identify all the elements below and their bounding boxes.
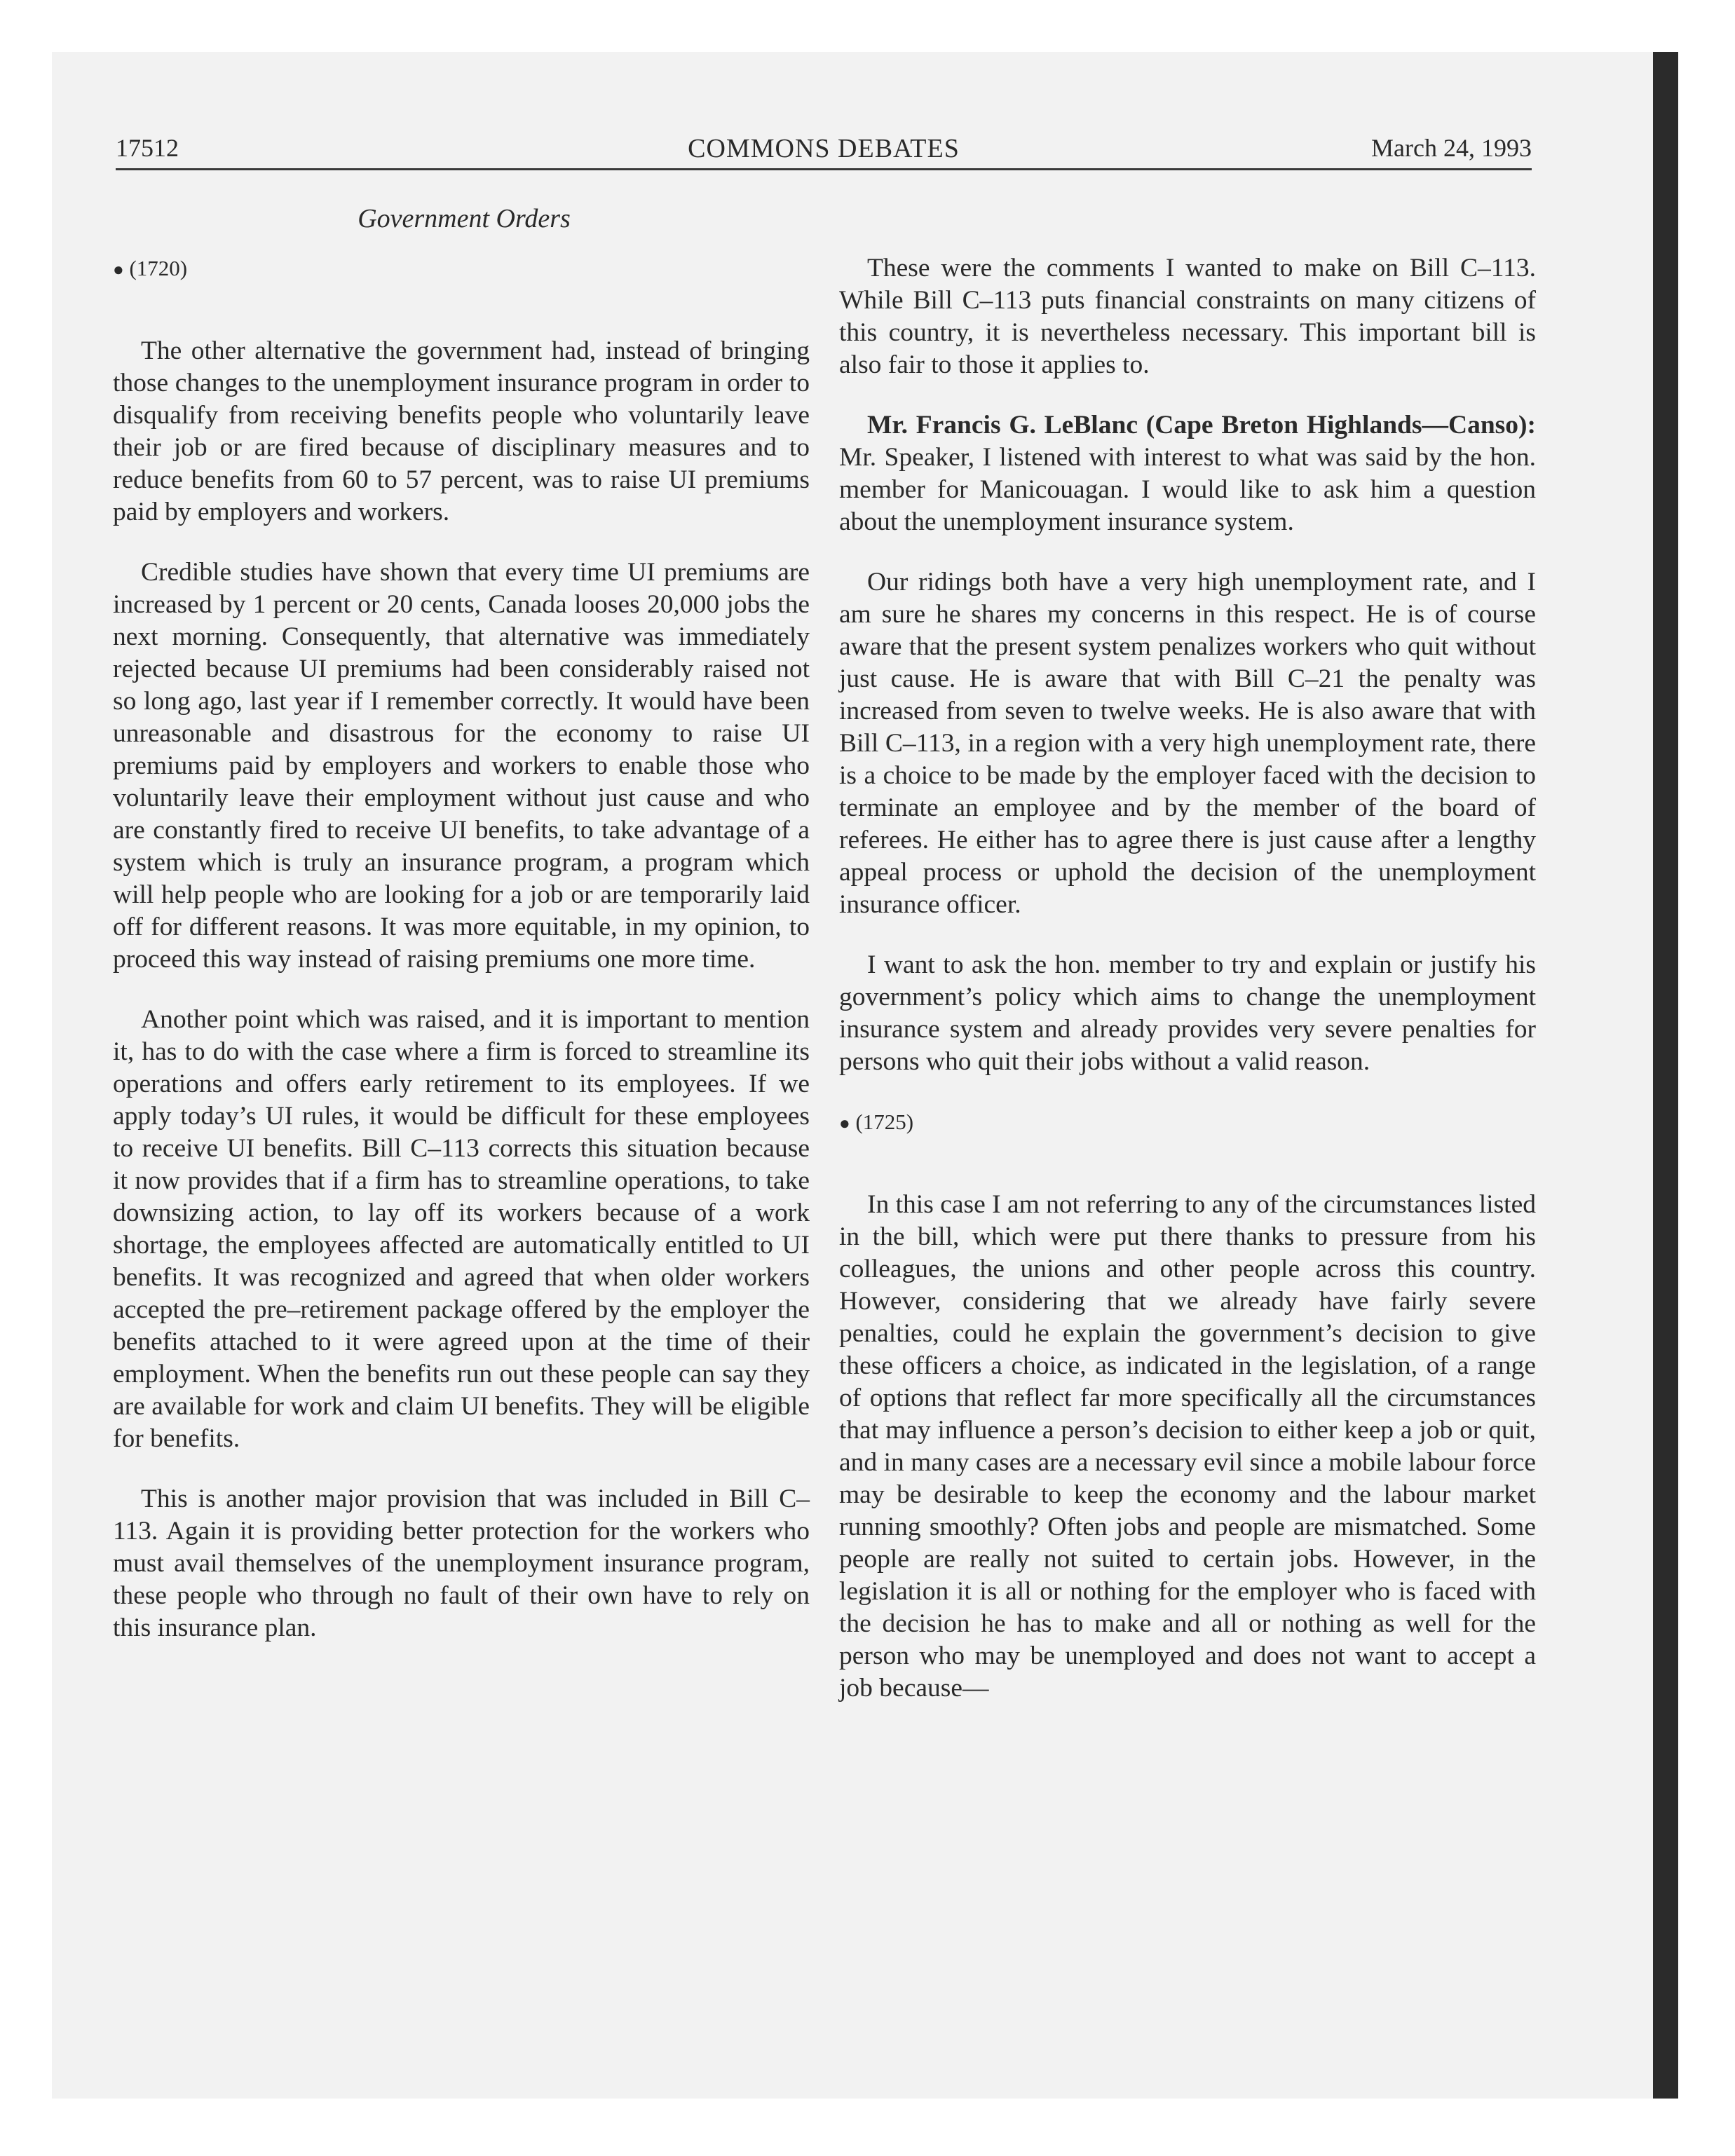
timestamp: (1725)	[855, 1110, 914, 1134]
paragraph: These were the comments I wanted to make on Bill C–113. While Bill C–113 puts financial constraints on many citizens of this country, it is nevertheless necessary. This important bill is also fair to those it applies to.	[839, 254, 1536, 379]
paragraph: I want to ask the hon. member to try and explain or justify his government’s policy which aims to change the unemployment insurance system and already provides very severe penalties for persons who quit their jobs without a valid reason.	[839, 950, 1536, 1076]
right-column	[839, 252, 1536, 1733]
paragraph: Our ridings both have a very high unemployment rate, and I am sure he shares my concerns in this respect. He is of course aware that the present system penalizes workers who quit without just cause. He is aware that with Bill C–21 the penalty was increased from seven to twelve weeks. He is also aware that with Bill C–113, in a region with a very high unemployment rate, there is a choice to be made by the employer faced with the decision to terminate an employee and by the member of the board of referees. He either has to agree there is just cause after a lengthy appeal process or uphold the decision of the unemployment insurance officer.	[839, 568, 1536, 919]
publication-date: March 24, 1993	[1371, 134, 1532, 162]
bullet-icon: ●	[113, 259, 124, 280]
page-number: 17512	[116, 134, 179, 162]
speaker-text: Mr. Speaker, I listened with interest to what was said by the hon. member for Manicouagan. I would like to ask him a question about the unemployment insurance system.	[839, 443, 1536, 536]
paragraph: Another point which was raised, and it is important to mention it, has to do with the case where a firm is forced to streamline its operations and offers early retirement to its employees. If we apply today’s UI rules, it would be difficult for these employees to receive UI benefits. Bill C–113 corrects this situation because it now provides that if a firm has to streamline operations, to take downsizing action, to lay off its workers because of a work shortage, the employees affected are automatically entitled to UI benefits. It was recognized and agreed that when older workers accepted the pre–retirement package offered by the employer the benefits attached to it were agreed upon at the time of their employment. When the benefits run out these people can say they are available for work and claim UI benefits. They will be eligible for benefits.	[113, 1005, 810, 1453]
paragraph: The other alternative the government had, instead of bringing those changes to the unemployment insurance program in order to disqualify from receiving benefits people who voluntarily leave their job or are fired because of disciplinary measures and to reduce benefits from 60 to 57 percent, was to raise UI premiums paid by employers and workers.	[113, 336, 810, 526]
timestamp-marker	[839, 1106, 1536, 1140]
paragraph: Credible studies have shown that every time UI premiums are increased by 1 percent or 20 cents, Canada looses 20,000 jobs the next morning. Consequently, that alternative was immediately rejected because UI premiums had been considerably raised not so long ago, last year if I remember correctly. It would have been unreasonable and disastrous for the economy to raise UI premiums paid by employers and workers to enable those who voluntarily leave their employment without just cause and who are constantly fired to receive UI benefits, to take advantage of a system which is truly an insurance program, a program which will help people who are looking for a job or are temporarily laid off for different reasons. It was more equitable, in my opinion, to proceed this way instead of raising premiums one more time.	[113, 558, 810, 974]
section-title: Government Orders	[358, 204, 571, 233]
header-rule	[116, 168, 1532, 170]
speaker-name: Mr. Francis G. LeBlanc (Cape Breton Highlands—Canso):	[867, 411, 1536, 439]
timestamp-marker	[113, 252, 810, 286]
bullet-icon: ●	[839, 1113, 850, 1133]
timestamp: (1720)	[129, 256, 188, 280]
speaker-paragraph	[839, 409, 1536, 538]
paragraph: This is another major provision that was included in Bill C–113. Again it is providing better protection for the workers who must avail themselves of the unemployment insurance program, these people who through no fault of their own have to rely on this insurance plan.	[113, 1485, 810, 1642]
left-column	[113, 252, 810, 1672]
paragraph: In this case I am not referring to any of the circumstances listed in the bill, which were put there thanks to pressure from his colleagues, the unions and other people across this country. However, considering that we already have fairly severe penalties, could he explain the government’s decision to give these officers a choice, as indicated in the legislation, of a range of options that reflect far more specifically all the circumstances that may influence a person’s decision to either keep a job or quit, and in many cases are a necessary evil since a mobile labour force may be desirable to keep the economy and the labour market running smoothly? Often jobs and people are mismatched. Some people are really not suited to certain jobs. However, in the legislation it is all or nothing for the employer who is faced with the decision he has to make and all or nothing as well for the person who may be unemployed and does not want to accept a job because—	[839, 1190, 1536, 1703]
scan-edge-shadow	[1653, 52, 1678, 2099]
page-header	[116, 126, 1532, 168]
publication-title: COMMONS DEBATES	[688, 134, 960, 163]
